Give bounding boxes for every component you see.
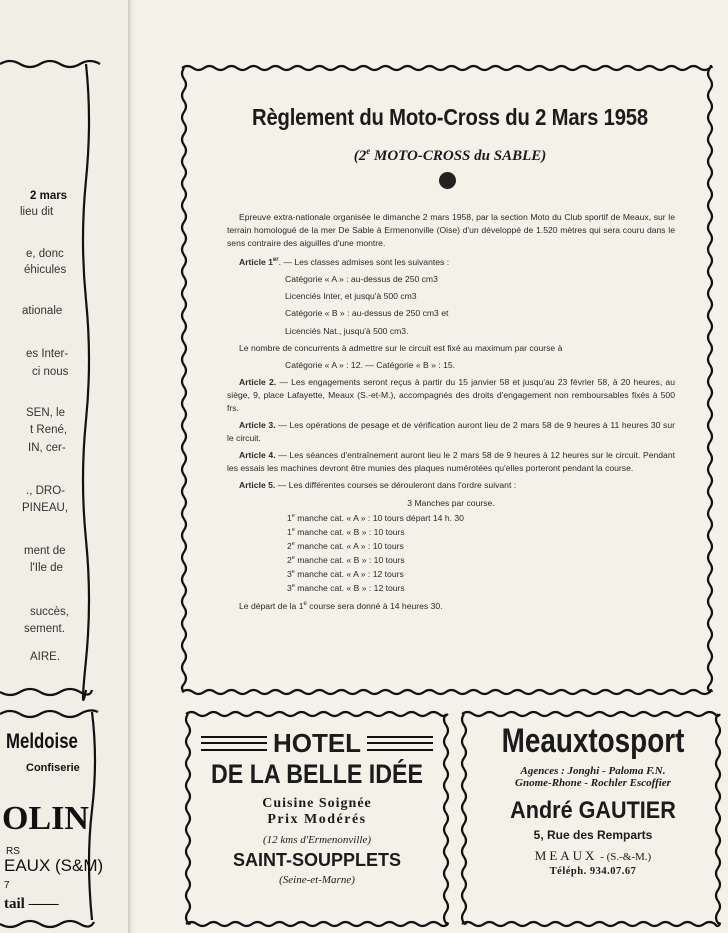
facing-fragment: ci nous (32, 366, 69, 378)
facing-fragment: sement. (24, 623, 65, 635)
facing-fragment: PINEAU, (22, 502, 69, 514)
facing-fragment: éhicules (24, 264, 67, 276)
facing-page (0, 0, 130, 933)
hotel-distance: (12 kms d'Ermenonville) (262, 834, 372, 846)
facing-ad-line: OLIN (2, 800, 89, 837)
hotel-name: DE LA BELLE IDÉE (210, 759, 424, 789)
facing-fragment: ment de (24, 545, 66, 557)
facing-fragment: AIRE. (30, 651, 61, 663)
facing-fragment: SEN, le (26, 407, 65, 419)
facing-fragment: es Inter- (26, 348, 69, 360)
hotel-cuisine: Cuisine Soignée (262, 796, 372, 811)
page-subtitle: (2e MOTO-CROSS du SABLE) (353, 146, 547, 164)
hotel-rule-left (201, 736, 267, 751)
article-4: Article 4. — Les séances d'entraînement auront lieu le 2 mars 58 de 9 heures à 12 heures sur le circuit. Pendant les essais les machines devront être munies des plaques numérotées qu'elles porteront pendant la course. (227, 450, 675, 474)
facing-ad-line: Confiserie (26, 762, 80, 774)
manches-heading: 3 Manches par course. (407, 497, 495, 508)
shop-phone: Téléph. 934.07.67 (549, 866, 637, 877)
shop-address: 5, Rue des Remparts (533, 828, 653, 842)
regulation-text (227, 211, 675, 613)
heat-item: 2e manche cat. « A » : 10 tours (287, 540, 404, 551)
hotel-word: HOTEL (272, 728, 362, 758)
category-a: Catégorie « A » : au-dessus de 250 cm3 (285, 274, 438, 285)
heat-item: 1e manche cat. « B » : 10 tours (287, 526, 405, 537)
facing-ad-line: RS (6, 846, 20, 857)
heat-item: 1e manche cat. « A » : 10 tours départ 14 h. 30 (287, 512, 464, 523)
max-values: Catégorie « A » : 12. — Catégorie « B » : 15. (285, 359, 456, 370)
heat-item: 3e manche cat. « B » : 12 tours (287, 582, 405, 593)
article-2: Article 2. — Les engagements seront reçus à partir du 15 janvier 58 et jusqu'au 23 février 58, à 20 heures, au siège, 9, place Lafayette, Meaux (S.-et-M.), accompagnés des droits d'engagement non remboursables fixés à 500 frs. (227, 376, 675, 413)
shop-owner: André GAUTIER (510, 797, 676, 824)
article-1: Article 1er. — Les classes admises sont les suivantes : (239, 257, 450, 268)
facing-fragment: 2 mars (30, 190, 68, 202)
intro-paragraph: Epreuve extra-nationale organisée le dimanche 2 mars 1958, par la section Moto du Club sportif de Meaux, sur le terrain homologué de la mer De Sable à Ermenonville (Oise) d'un développé de 1.520 mètres qui sera couru dans le sens contraire des aiguilles d'une montre. (227, 212, 675, 249)
category-a-licence: Licenciés Inter, et jusqu'à 500 cm3 (285, 291, 417, 302)
shop-city: MEAUX - (S.-&-M.) (534, 848, 652, 863)
page-title: Règlement du Moto-Cross du 2 Mars 1958 (252, 104, 648, 130)
facing-page-borders (0, 0, 130, 933)
article-5: Article 5. — Les différentes courses se dérouleront dans l'ordre suivant : (239, 480, 517, 491)
hotel-town: SAINT-SOUPPLETS (232, 850, 402, 870)
facing-fragment: ., DRO- (26, 485, 65, 497)
hotel-department: (Seine-et-Marne) (279, 874, 355, 886)
max-competitors: Le nombre de concurrents à admettre sur le circuit est fixé au maximum par course à (239, 342, 563, 353)
hotel-prices: Prix Modérés (267, 812, 367, 827)
facing-ad-line: 7 (4, 880, 10, 891)
facing-fragment: IN, cer- (28, 442, 66, 454)
shop-brand: Meauxtosport (501, 722, 685, 760)
heat-item: 3e manche cat. « A » : 12 tours (287, 568, 404, 579)
facing-ad-line: EAUX (S&M) (4, 856, 104, 875)
category-b: Catégorie « B » : au-dessus de 250 cm3 et (285, 308, 449, 319)
shop-agencies-2: Gnome-Rhone - Rochler Escoffier (515, 777, 671, 789)
facing-ad-line: tail —— (4, 896, 59, 912)
heat-list (227, 510, 675, 594)
hotel-rule-right (367, 736, 433, 751)
facing-ad-line: Meldoise (6, 730, 78, 753)
moto-shop-ad (470, 722, 716, 877)
facing-fragment: lieu dit (20, 206, 54, 218)
facing-fragment: e, donc (26, 248, 64, 260)
facing-fragment: l'Ile de (30, 562, 63, 574)
facing-fragment: t René, (30, 424, 68, 436)
shop-agencies: Agences : Jonghi - Paloma F.N. (520, 765, 666, 777)
facing-fragment: ationale (22, 305, 63, 317)
ornament-dot (439, 172, 456, 189)
facing-fragment: succès, (30, 606, 69, 618)
article-3: Article 3. — Les opérations de pesage et de vérification auront lieu de 2 mars 58 de 9 heures à 11 heures 30 sur le circuit. (227, 420, 675, 444)
heat-item: 2e manche cat. « B » : 10 tours (287, 554, 405, 565)
start-time: Le départ de la 1e course sera donné à 14 heures 30. (239, 600, 443, 611)
hotel-ad (192, 728, 442, 886)
category-b-licence: Licenciés Nat., jusqu'à 500 cm3. (285, 325, 409, 336)
